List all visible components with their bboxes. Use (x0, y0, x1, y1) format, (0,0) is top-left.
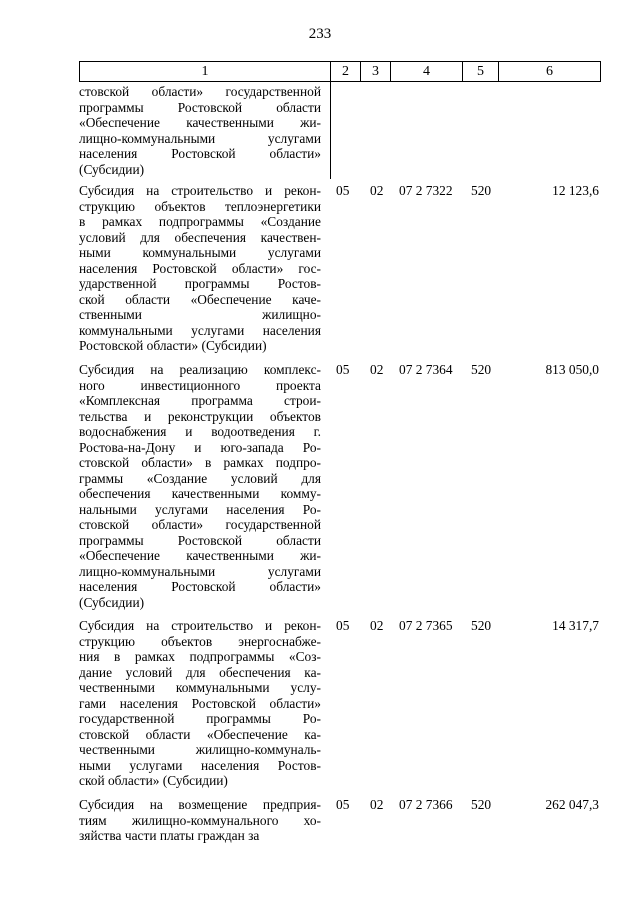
row-subsection-code: 02 (370, 183, 384, 198)
row-expense-type: 520 (471, 797, 492, 812)
row-expense-type: 520 (471, 183, 492, 198)
description-line: лищно-коммунальными услугами (79, 563, 321, 579)
row-description (79, 362, 321, 610)
description-line: нальными услугами населения Ро- (79, 501, 321, 517)
description-line: коммунальными услугами населения (79, 322, 321, 338)
column-header-4: 4 (390, 62, 462, 81)
description-line: ными услугами населения Ростов- (79, 757, 321, 773)
description-line: ской области» (Субсидии) (79, 773, 228, 788)
column-header-1: 1 (201, 63, 209, 79)
description-line: ного инвестиционного проекта (79, 377, 321, 393)
row-description (79, 183, 321, 354)
description-line: стовской области» государственной (79, 517, 321, 532)
row-description (79, 84, 321, 177)
description-line: зяйства части платы граждан за (79, 828, 260, 843)
description-line: программы Ростовской области (79, 532, 321, 548)
description-line: «Обеспечение качественными жи- (79, 115, 321, 130)
row-subsection-code: 02 (370, 797, 384, 812)
description-line: тельства и реконструкции объектов (79, 408, 321, 424)
description-line: ния в рамках подпрограммы «Соз- (79, 649, 321, 664)
description-line: Ростовской области» (Субсидии) (79, 338, 267, 353)
row-target-code: 07 2 7365 (399, 618, 453, 633)
row-amount: 14 317,7 (552, 618, 599, 633)
row-section-code: 05 (336, 183, 350, 198)
description-line: населения Ростовской области» (79, 146, 321, 161)
column-header-3: 3 (360, 62, 390, 81)
description-line: (Субсидии) (79, 161, 145, 177)
description-line: Субсидия на строительство и рекон- (79, 618, 321, 633)
description-line: стовской области» государственной (79, 84, 321, 99)
row-target-code: 07 2 7322 (399, 183, 453, 198)
row-expense-type: 520 (471, 362, 492, 377)
column-divider (330, 82, 331, 179)
description-line: обеспечения качественными комму- (79, 486, 321, 501)
row-description (79, 797, 321, 844)
description-line: «Обеспечение качественными жи- (79, 548, 321, 563)
row-amount: 12 123,6 (552, 183, 599, 198)
table-header-row (79, 61, 601, 82)
description-line: стовской области» в рамках подпро- (79, 455, 321, 470)
description-line: Субсидия на реализацию комплекс- (79, 362, 321, 377)
description-line: струкцию объектов теплоэнергетики (79, 198, 321, 214)
description-line: гами населения Ростовской области» (79, 695, 321, 711)
description-line: ударственной программы Ростов- (79, 276, 321, 291)
description-line: в рамках подпрограммы «Создание (79, 214, 321, 229)
description-line: Субсидия на строительство и рекон- (79, 183, 321, 198)
row-section-code: 05 (336, 362, 350, 377)
description-line: программы Ростовской области (79, 99, 321, 115)
description-line: населения Ростовской области» (79, 579, 321, 594)
description-line: дание условий для обеспечения ка- (79, 664, 321, 680)
row-description (79, 618, 321, 789)
description-line: водоснабжения и водоотведения г. (79, 424, 321, 439)
description-line: населения Ростовской области» гос- (79, 260, 321, 276)
column-header-6: 6 (498, 62, 600, 81)
row-subsection-code: 02 (370, 618, 384, 633)
row-subsection-code: 02 (370, 362, 384, 377)
description-line: стовской области «Обеспечение ка- (79, 726, 321, 742)
column-header-2: 2 (330, 62, 360, 81)
description-line: струкцию объектов энергоснабже- (79, 633, 321, 649)
description-line: (Субсидии) (79, 594, 145, 610)
description-line: тиям жилищно-коммунального хо- (79, 812, 321, 828)
description-line: ными коммунальными услугами (79, 245, 321, 260)
row-section-code: 05 (336, 618, 350, 633)
column-header-5: 5 (462, 62, 498, 81)
description-line: чественными жилищно-коммуналь- (79, 742, 321, 757)
description-line: ской области «Обеспечение каче- (79, 291, 321, 307)
page-number: 233 (308, 26, 332, 42)
row-target-code: 07 2 7364 (399, 362, 453, 377)
row-expense-type: 520 (471, 618, 492, 633)
description-line: ственными жилищно- (79, 307, 321, 322)
description-line: Субсидия на возмещение предприя- (79, 797, 321, 812)
description-line: Ростова-на-Дону и юго-запада Ро- (79, 439, 321, 455)
description-line: условий для обеспечения качествен- (79, 229, 321, 245)
row-amount: 262 047,3 (545, 797, 599, 812)
description-line: чественными коммунальными услу- (79, 680, 321, 695)
row-target-code: 07 2 7366 (399, 797, 453, 812)
description-line: «Комплексная программа строи- (79, 393, 321, 408)
row-section-code: 05 (336, 797, 350, 812)
description-line: государственной программы Ро- (79, 711, 321, 726)
description-line: граммы «Создание условий для (79, 470, 321, 486)
description-line: лищно-коммунальными услугами (79, 130, 321, 146)
row-amount: 813 050,0 (545, 362, 599, 377)
